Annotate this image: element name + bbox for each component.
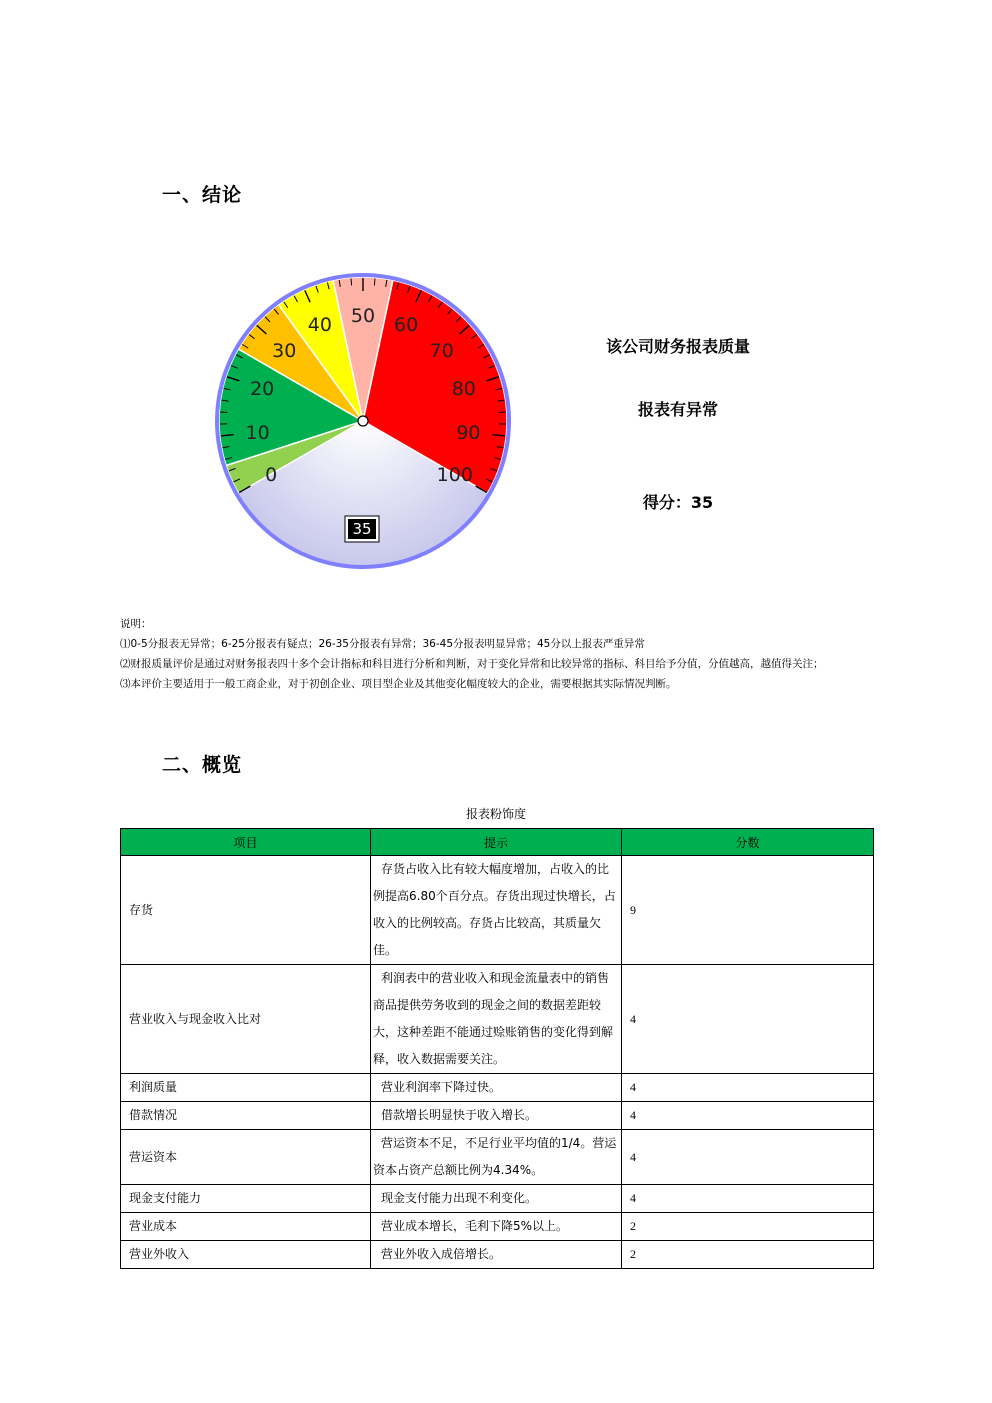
notes-item-3: ⑶本评价主要适用于一般工商企业，对于初创企业、项目型企业及其他变化幅度较大的企业，需要根据其实际情况判断。 (120, 678, 677, 690)
table-row (121, 1213, 874, 1241)
header-item: 项目 (121, 829, 371, 856)
section-title-conclusion: 一、结论 (162, 184, 243, 206)
row-score: 4 (622, 1074, 874, 1102)
table-row (121, 1185, 874, 1213)
row-item: 现金支付能力 (121, 1185, 371, 1213)
gauge-tick (374, 279, 375, 286)
table-header-row (121, 829, 874, 856)
conclusion-score: 得分：35 (642, 493, 714, 512)
notes (120, 614, 872, 694)
conclusion-heading: 该公司财务报表质量 (605, 337, 750, 356)
gauge-tick-label: 60 (394, 314, 419, 337)
section-title-overview: 二、概览 (162, 754, 243, 776)
gauge-pivot (358, 416, 368, 426)
row-score: 4 (622, 1102, 874, 1130)
row-item: 借款情况 (121, 1102, 371, 1130)
row-item: 利润质量 (121, 1074, 371, 1102)
gauge-score-box (345, 516, 379, 542)
row-item: 营运资本 (121, 1130, 371, 1185)
row-tip: 利润表中的营业收入和现金流量表中的销售商品提供劳务收到的现金之间的数据差距较大，这种差距不能通过赊账销售的变化得到解释，收入数据需要关注。 (371, 965, 622, 1074)
gauge-tick-label: 90 (456, 422, 481, 445)
score-gauge (210, 268, 516, 574)
gauge-tick-label: 10 (245, 422, 270, 445)
table-row (121, 965, 874, 1074)
notes-label: 说明： (120, 618, 152, 630)
table-row (121, 1074, 874, 1102)
gauge-tick-label: 100 (436, 464, 473, 486)
row-tip: 营业外收入成倍增长。 (371, 1241, 622, 1269)
row-item: 营业外收入 (121, 1241, 371, 1269)
gauge-score-label: 35 (352, 520, 372, 538)
row-score: 4 (622, 965, 874, 1074)
row-tip: 营业成本增长，毛利下降5%以上。 (371, 1213, 622, 1241)
row-tip: 借款增长明显快于收入增长。 (371, 1102, 622, 1130)
row-score: 4 (622, 1185, 874, 1213)
row-item: 营业成本 (121, 1213, 371, 1241)
gauge-tick (351, 279, 352, 286)
row-score: 2 (622, 1213, 874, 1241)
row-tip: 营运资本不足，不足行业平均值的1/4。营运资本占资产总额比例为4.34%。 (371, 1130, 622, 1185)
gauge-tick-label: 30 (272, 340, 297, 363)
gauge-tick-label: 40 (307, 314, 332, 337)
conclusion-status: 报表有异常 (637, 400, 718, 419)
table-row (121, 1241, 874, 1269)
notes-item-2: ⑵财报质量评价是通过对财务报表四十多个会计指标和科目进行分析和判断，对于变化异常和比较异常的指标、科目给予分值，分值越高，越值得关注； (120, 658, 824, 670)
row-item: 存货 (121, 856, 371, 965)
table-row (121, 1102, 874, 1130)
row-score: 4 (622, 1130, 874, 1185)
row-score: 9 (622, 856, 874, 965)
table-caption: 报表粉饰度 (465, 807, 526, 821)
gauge-tick-label: 0 (265, 464, 278, 486)
table-row (121, 1130, 874, 1185)
header-tip: 提示 (371, 829, 622, 856)
row-tip: 存货占收入比有较大幅度增加，占收入的比例提高6.80个百分点。存货出现过快增长，占收入的比例较高。存货占比较高，其质量欠佳。 (371, 856, 622, 965)
gauge-tick-label: 50 (350, 305, 376, 327)
gauge-tick-label: 80 (451, 378, 476, 401)
gauge-tick-label: 20 (250, 378, 275, 401)
row-item: 营业收入与现金收入比对 (121, 965, 371, 1074)
notes-item-1: ⑴0-5分报表无异常；6-25分报表有疑点；26-35分报表有异常；36-45分报表明显异常；45分以上报表严重异常 (120, 638, 645, 650)
gauge-tick-label: 70 (429, 340, 454, 363)
table-row (121, 856, 874, 965)
overview-table (120, 828, 874, 1269)
row-tip: 营业利润率下降过快。 (371, 1074, 622, 1102)
row-tip: 现金支付能力出现不利变化。 (371, 1185, 622, 1213)
header-score: 分数 (622, 829, 874, 856)
row-score: 2 (622, 1241, 874, 1269)
